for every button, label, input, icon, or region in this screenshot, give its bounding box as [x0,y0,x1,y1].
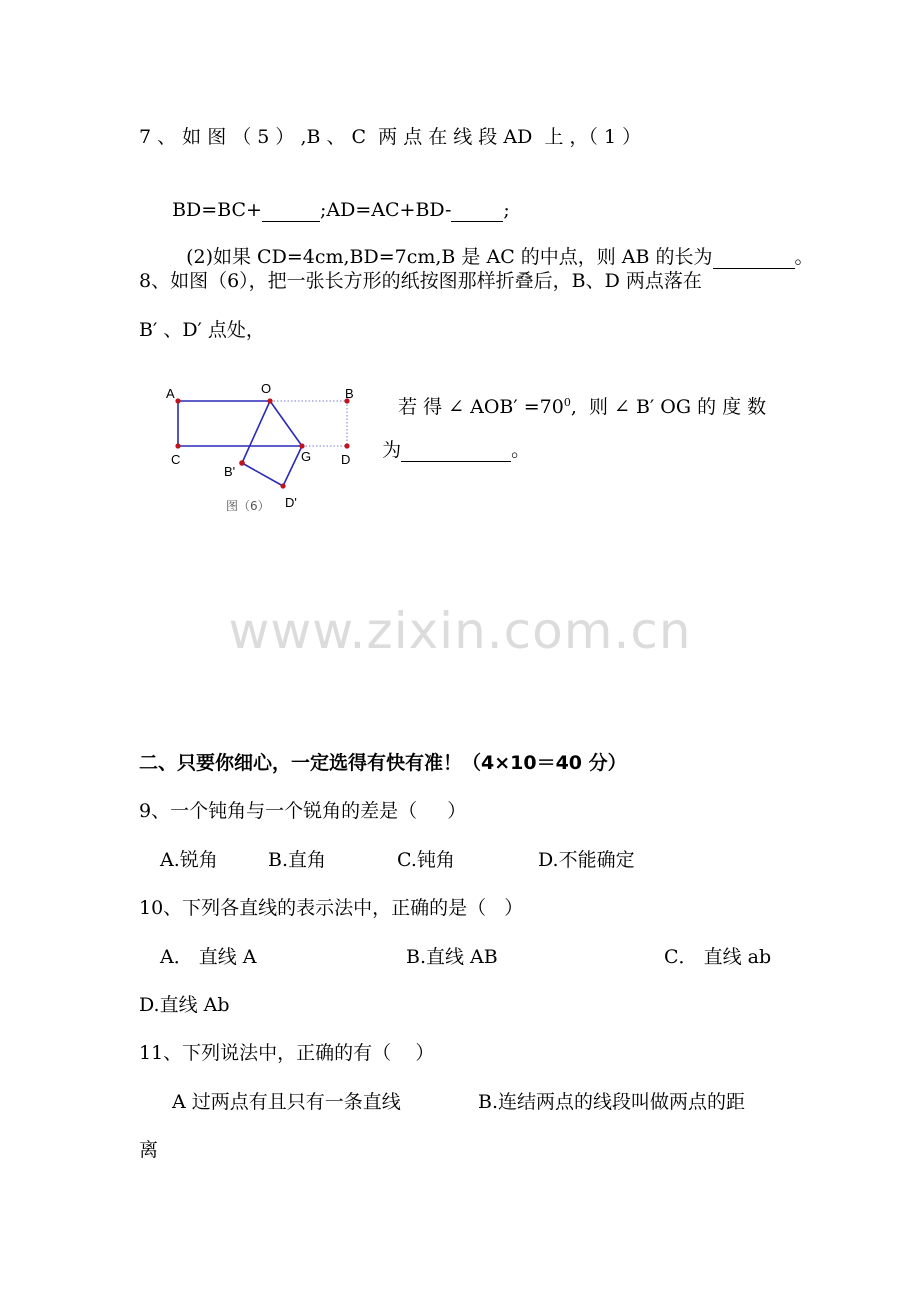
label-b-prime: B' [224,464,236,479]
q7-blank-2[interactable] [451,201,503,222]
point-g [299,443,304,448]
q9-option-d[interactable]: D.不能确定 [538,849,635,871]
label-d-prime: D' [285,495,297,510]
q8-line2: B′ 、D′ 点处， [139,319,265,341]
q9-option-c[interactable]: C.钝角 [397,849,455,871]
point-c [175,443,180,448]
q9-stem: 9、一个钝角与一个锐角的差是（ ） [139,800,467,822]
q7-line1: 7 、 如 图 （ 5 ） ,B 、 C 两 点 在 线 段 AD 上 ，（ 1 ） [139,126,642,148]
q8-line4-end: 。 [511,439,531,461]
q10-option-a[interactable]: A． 直线 A [160,946,257,968]
q8-line3-rest: , 则 ∠ B′ OG 的 度 数 [570,396,767,418]
point-o [267,398,272,403]
line-ob-prime [242,401,270,463]
q7-blank-3[interactable] [713,248,795,269]
q8-degree-sup: 0 [563,396,571,409]
line-og [270,401,302,446]
line-dprime-g [283,446,302,486]
q11-option-b-continued: 离 [139,1139,159,1161]
q10-option-b[interactable]: B.直线 AB [406,946,498,968]
point-b-prime [239,460,245,466]
label-a: A [166,386,175,401]
q7-line2 [160,174,510,222]
q10-stem: 10、下列各直线的表示法中，正确的是（ ） [139,897,524,919]
q8-line4-text: 为 [382,439,402,461]
watermark: www.zixin.com.cn [228,602,692,660]
q8-line3-text: 若 得 ∠ AOB′ =70 [398,396,564,418]
q9-option-b[interactable]: B.直角 [268,849,327,871]
line-bprime-dprime [242,463,283,486]
q7-line2-part3: ; [503,199,510,221]
q11-stem: 11、下列说法中，正确的有（ ） [139,1042,435,1064]
q7-line3-text: (2)如果 CD=4cm,BD=7cm,B 是 AC 的中点，则 AB 的长为 [186,246,713,268]
q7-line3-end: 。 [794,246,814,268]
label-c: C [171,452,181,467]
q7-line3 [174,221,814,269]
q7-blank-1[interactable] [262,201,320,222]
figure-6-diagram [160,376,370,516]
section2-heading: 二、只要你细心，一定选得有快有准！（4×10＝40 分） [139,752,627,774]
q8-blank[interactable] [401,441,511,462]
q7-line2-part1: BD=BC+ [172,199,262,221]
point-d [344,443,349,448]
figure-caption: 图（6） [226,499,270,513]
q10-option-d[interactable]: D.直线 Ab [139,994,230,1016]
q7-line2-part2: ;AD=AC+BD- [319,199,452,221]
label-b: B [345,386,354,401]
label-o: O [261,381,272,396]
q10-option-c[interactable]: C． 直线 ab [664,946,772,968]
point-d-prime [280,483,285,488]
q8-line1: 8、如图（6），把一张长方形的纸按图那样折叠后，B、D 两点落在 [139,270,702,292]
point-a [175,398,180,403]
q8-line3 [386,367,766,419]
q9-option-a[interactable]: A.锐角 [160,849,218,871]
q11-option-b[interactable]: B.连结两点的线段叫做两点的距 [478,1091,746,1113]
q11-option-a[interactable]: A 过两点有且只有一条直线 [172,1091,401,1113]
label-d: D [341,452,351,467]
label-g: G [301,449,312,464]
q8-line4 [370,414,530,462]
